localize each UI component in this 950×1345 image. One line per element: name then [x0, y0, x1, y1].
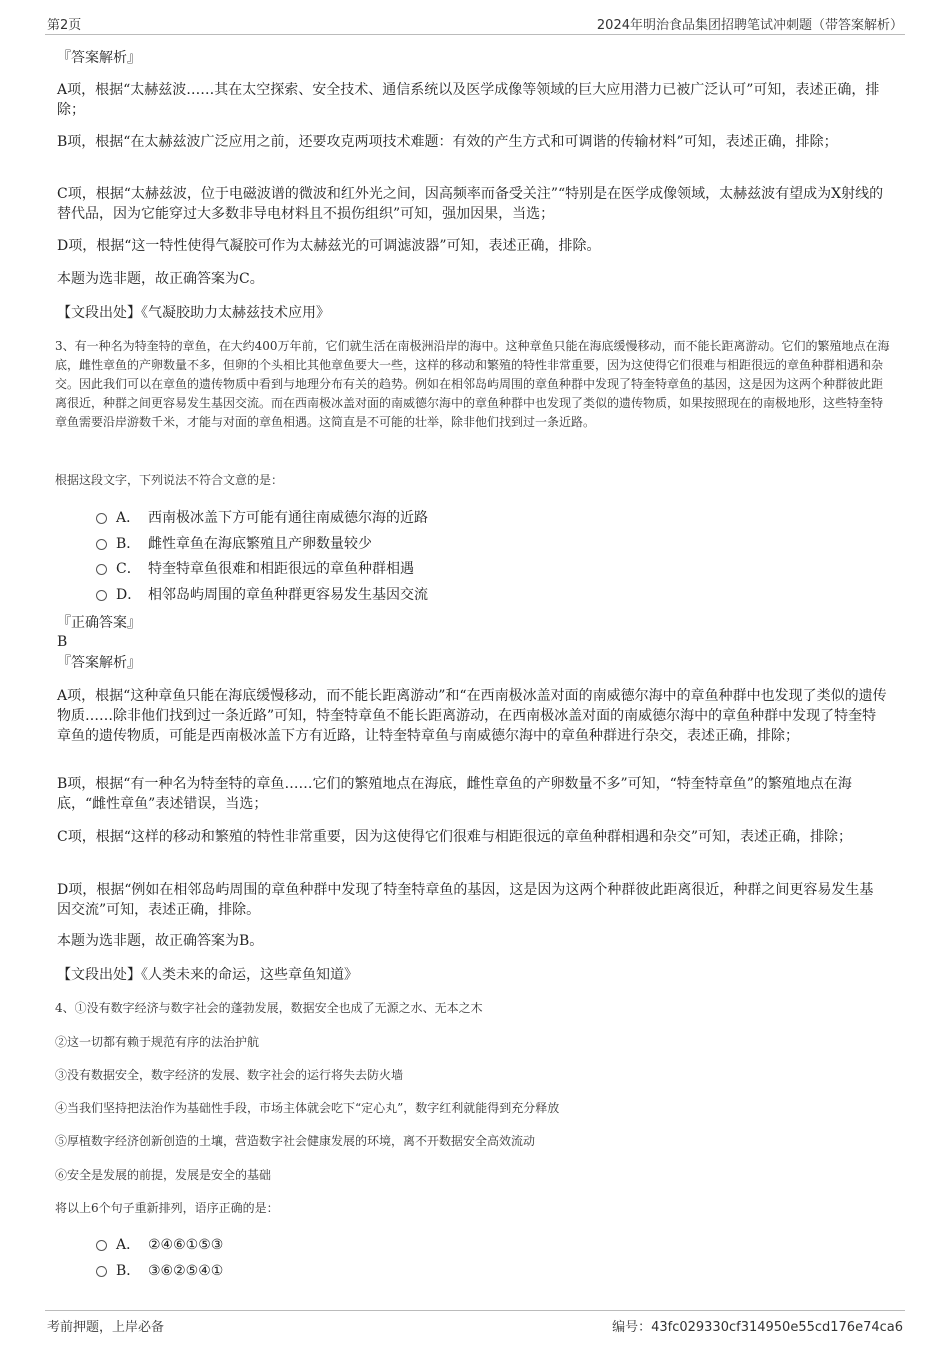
radio-icon[interactable] [96, 590, 107, 601]
q3-prompt: 根据这段文字，下列说法不符合文意的是： [55, 473, 284, 487]
footer-slogan: 考前押题，上岸必备 [47, 1320, 165, 1335]
q4-sentence-2: ②这一切都有赖于规范有序的法治护航 [55, 1035, 260, 1049]
q4-sentence-1: 4、①没有数字经济与数字社会的蓬勃发展，数据安全也成了无源之水、无本之木 [55, 1001, 483, 1015]
radio-icon[interactable] [96, 539, 107, 550]
radio-icon[interactable] [96, 513, 107, 524]
q3-option-d[interactable]: D． 相邻岛屿周围的章鱼种群更容易发生基因交流 [96, 585, 876, 605]
q3-option-b[interactable]: B． 雌性章鱼在海底繁殖且产卵数量较少 [96, 534, 876, 554]
q3-option-a[interactable]: A． 西南极冰盖下方可能有通往南威德尔海的近路 [96, 508, 876, 528]
document-title: 2024年明治食品集团招聘笔试冲刺题（带答案解析） [596, 18, 903, 33]
q2-analysis-c: C项，根据“太赫兹波，位于电磁波谱的微波和红外光之间，因高频率而备受关注”“特别是在医学成像领域，太赫兹波有望成为X射线的替代品，因为它能穿过大多数非导电材料且不损伤组织”可知，强加因果，当选； [57, 186, 884, 222]
q3-answer: B [57, 634, 68, 650]
q2-conclusion: 本题为选非题，故正确答案为C。 [57, 271, 264, 287]
q3-analysis-c: C项，根据“这样的移动和繁殖的特性非常重要，因为这使得它们很难与相距很远的章鱼种群相遇和杂交”可知，表述正确，排除； [57, 829, 853, 845]
q4-prompt: 将以上6个句子重新排列，语序正确的是： [55, 1201, 279, 1215]
q4-sentence-3: ③没有数据安全，数字经济的发展、数字社会的运行将失去防火墙 [55, 1068, 404, 1082]
q4-option-b[interactable]: B． ③⑥②⑤④① [96, 1261, 876, 1281]
q2-analysis-d: D项，根据“这一特性使得气凝胶可作为太赫兹光的可调滤波器”可知，表述正确，排除。 [57, 238, 601, 254]
page-footer [45, 1310, 905, 1341]
q2-analysis-heading: 『答案解析』 [57, 50, 141, 66]
page-number: 第2页 [47, 18, 82, 33]
radio-icon[interactable] [96, 1266, 107, 1277]
q3-analysis-a: A项，根据“这种章鱼只能在海底缓慢移动，而不能长距离游动”和“在西南极冰盖对面的南威德尔海中的章鱼种群中也发现了类似的遗传物质……除非他们找到过一条近路”可知，特奎特章鱼不能长距离游动，在西南极冰盖对面的南威德尔海中的章鱼种群中发现了特奎特章鱼的遗传物质，可能是西南极冰盖下方有近路，让特奎特章鱼与南威德尔海中的章鱼种群进行杂交，表述正确，排除； [57, 688, 887, 744]
q4-option-a[interactable]: A． ②④⑥①⑤③ [96, 1235, 876, 1255]
page-header [45, 12, 905, 35]
q3-option-c[interactable]: C． 特奎特章鱼很难和相距很远的章鱼种群相遇 [96, 559, 876, 579]
radio-icon[interactable] [96, 1240, 107, 1251]
q3-analysis-heading: 『答案解析』 [57, 655, 141, 671]
q4-sentence-4: ④当我们坚持把法治作为基础性手段，市场主体就会吃下“定心丸”，数字红利就能得到充分释放 [55, 1101, 560, 1115]
q4-sentence-6: ⑥安全是发展的前提，发展是安全的基础 [55, 1168, 272, 1182]
q3-analysis-b: B项，根据“有一种名为特奎特的章鱼……它们的繁殖地点在海底，雌性章鱼的产卵数量不多”可知，“特奎特章鱼”的繁殖地点在海底，“雌性章鱼”表述错误，当选； [57, 776, 852, 812]
q2-analysis-a: A项，根据“太赫兹波……其在太空探索、安全技术、通信系统以及医学成像等领域的巨大应用潜力已被广泛认可”可知，表述正确，排除； [57, 82, 880, 118]
radio-icon[interactable] [96, 564, 107, 575]
q3-answer-heading: 『正确答案』 [57, 615, 141, 631]
q4-sentence-5: ⑤厚植数字经济创新创造的土壤，营造数字社会健康发展的环境，离不开数据安全高效流动 [55, 1134, 536, 1148]
q3-conclusion: 本题为选非题，故正确答案为B。 [57, 933, 264, 949]
document-code: 编号：43fc029330cf314950e55cd176e74ca6 [612, 1320, 903, 1335]
q2-analysis-b: B项，根据“在太赫兹波广泛应用之前，还要攻克两项技术难题：有效的产生方式和可调谐的传输材料”可知，表述正确，排除； [57, 134, 838, 150]
q3-stem: 3、有一种名为特奎特的章鱼，在大约400万年前，它们就生活在南极洲沿岸的海中。这种章鱼只能在海底缓慢移动，而不能长距离游动。它们的繁殖地点在海底，雌性章鱼的产卵数量不多，但卵的个头相比其他章鱼要大一些，这样的移动和繁殖的特性非常重要，因为这使得它们很难与相距很远的章鱼种群相遇和杂交。因此我们可以在章鱼的遗传物质中看到与地理分布有关的趋势。例如在相邻岛屿周围的章鱼种群中发现了特奎特章鱼的基因，这是因为这两个种群彼此距离很近，种群之间更容易发生基因交流。而在西南极冰盖对面的南威德尔海中的章鱼种群中也发现了类似的遗传物质，如果按照现在的南极地形，这些特奎特章鱼需要沿岸游数千米，才能与对面的章鱼相遇。这简直是不可能的壮举，除非他们找到过一条近路。 [55, 339, 890, 429]
q2-source: 【文段出处】《气凝胶助力太赫兹技术应用》 [57, 305, 330, 321]
q3-source: 【文段出处】《人类未来的命运，这些章鱼知道》 [57, 967, 358, 983]
q3-analysis-d: D项，根据“例如在相邻岛屿周围的章鱼种群中发现了特奎特章鱼的基因，这是因为这两个种群彼此距离很近，种群之间更容易发生基因交流”可知，表述正确，排除。 [57, 882, 874, 918]
